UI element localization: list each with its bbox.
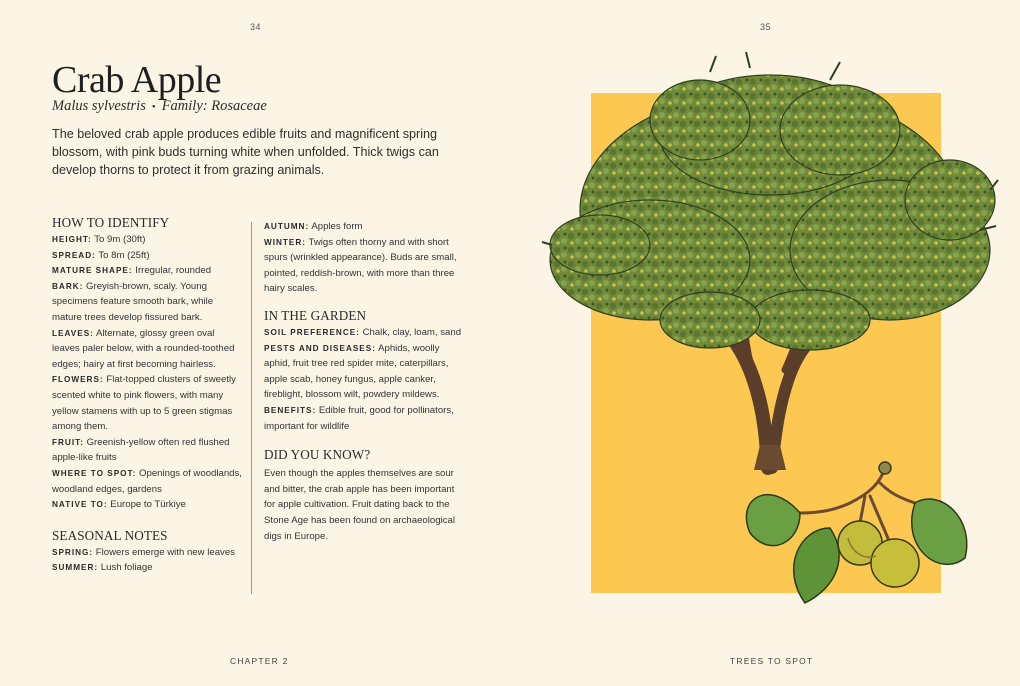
identify-entry xyxy=(52,326,242,373)
family-name: Family: Rosaceae xyxy=(161,98,267,114)
page-number-left: 34 xyxy=(250,22,262,32)
identify-label: MATURE SHAPE: xyxy=(52,266,133,276)
identify-entry xyxy=(52,232,242,248)
section-heading-identify: HOW TO IDENTIFY xyxy=(52,215,170,230)
seasonal-text: Flowers emerge with new leaves xyxy=(93,546,235,558)
identify-entry xyxy=(52,497,242,513)
identify-text: To 9m (30ft) xyxy=(91,234,146,245)
crab-apple-tree-illustration xyxy=(540,50,1000,480)
identify-text: Alternate, glossy green oval leaves paler below, with a rounded-toothed edges; hairy at first becoming hairless. xyxy=(52,327,235,370)
identify-text: Openings of woodlands, woodland edges, gardens xyxy=(52,467,242,495)
identify-label: HEIGHT: xyxy=(52,235,92,244)
section-heading-seasonal: SEASONAL NOTES xyxy=(52,527,168,543)
garden-text: Edible fruit, good for pollinators, important for wildlife xyxy=(264,404,454,432)
garden-text: Chalk, clay, loam, sand xyxy=(359,326,462,338)
page-title: Crab Apple xyxy=(52,59,222,101)
garden-entry xyxy=(264,325,464,341)
seasonal-text: Lush foliage xyxy=(98,562,153,574)
section-heading-did-you-know: DID YOU KNOW? xyxy=(264,447,371,463)
section-heading-garden: IN THE GARDEN xyxy=(264,307,367,323)
identify-entry xyxy=(52,248,242,264)
seasonal-text: Apples form xyxy=(309,221,363,232)
garden-entry xyxy=(264,341,464,403)
did-you-know-text: Even though the apples themselves are sour and bitter, the crab apple has been important for apple cultivation. Fruit dating back to the Stone Age has been found on archaeological digs in Europe. xyxy=(264,468,455,542)
identify-text: Flat-topped clusters of sweetly scented white to pink flowers, with many yellow stamens with up to 5 green stigmas among them. xyxy=(52,374,236,433)
crab-apple-fruit-branch-illustration xyxy=(740,458,972,608)
identify-entry xyxy=(52,435,242,466)
page-number-right: 35 xyxy=(760,22,772,32)
bullet-separator: • xyxy=(151,101,156,113)
identify-label: SPREAD: xyxy=(52,250,96,260)
identify-text: Irregular, rounded xyxy=(132,265,212,277)
identify-label: FLOWERS: xyxy=(52,375,104,385)
footer-section: TREES TO SPOT xyxy=(730,656,814,666)
column-divider xyxy=(251,222,252,594)
seasonal-entry xyxy=(264,219,464,235)
identify-entry xyxy=(52,279,242,326)
identify-label: LEAVES: xyxy=(52,328,94,338)
seasonal-label: WINTER: xyxy=(264,237,307,247)
seasonal-text: Twigs often thorny and with short spurs (wrinkled appearance). Buds are small, pointed, reddish-brown, with more than three hairy scales. xyxy=(264,236,457,295)
intro-paragraph: The beloved crab apple produces edible fruits and magnificent spring blossom, with pink buds turning white when unfolded. Thick twigs can develop thorns to protect it from grazing animals. xyxy=(52,127,439,177)
identify-entry xyxy=(52,263,242,279)
identify-text: Europe to Türkiye xyxy=(107,499,186,511)
identify-entry xyxy=(52,372,242,434)
identify-label: FRUIT: xyxy=(52,437,84,447)
identify-text: Greyish-brown, scaly. Young specimens feature smooth bark, while mature trees develop fissured bark. xyxy=(52,280,214,323)
seasonal-entry xyxy=(52,560,242,576)
footer-chapter: CHAPTER 2 xyxy=(230,656,289,666)
seasonal-entry xyxy=(264,235,464,297)
right-text-column xyxy=(264,219,464,544)
subtitle xyxy=(52,98,267,115)
garden-label: PESTS AND DISEASES: xyxy=(264,343,376,353)
seasonal-label: AUTUMN: xyxy=(264,222,310,231)
garden-entry xyxy=(264,403,464,434)
latin-name: Malus sylvestris xyxy=(52,98,146,114)
seasonal-label: SPRING: xyxy=(52,547,94,557)
garden-text: Aphids, woolly aphid, fruit tree red spider mite, caterpillars, apple scab, honey fungus, apple canker, fireblight, blossom wilt, powdery mildews. xyxy=(264,342,449,401)
seasonal-entry xyxy=(52,545,242,561)
left-text-column xyxy=(52,214,242,576)
identify-label: NATIVE TO: xyxy=(52,500,108,510)
identify-text: Greenish-yellow often red flushed apple-like fruits xyxy=(52,436,230,464)
identify-text: To 8m (25ft) xyxy=(95,249,150,261)
identify-label: BARK: xyxy=(52,281,84,291)
garden-label: BENEFITS: xyxy=(264,405,317,415)
identify-entry xyxy=(52,466,242,497)
identify-label: WHERE TO SPOT: xyxy=(52,468,137,478)
garden-label: SOIL PREFERENCE: xyxy=(264,327,360,337)
seasonal-label: SUMMER: xyxy=(52,563,99,573)
